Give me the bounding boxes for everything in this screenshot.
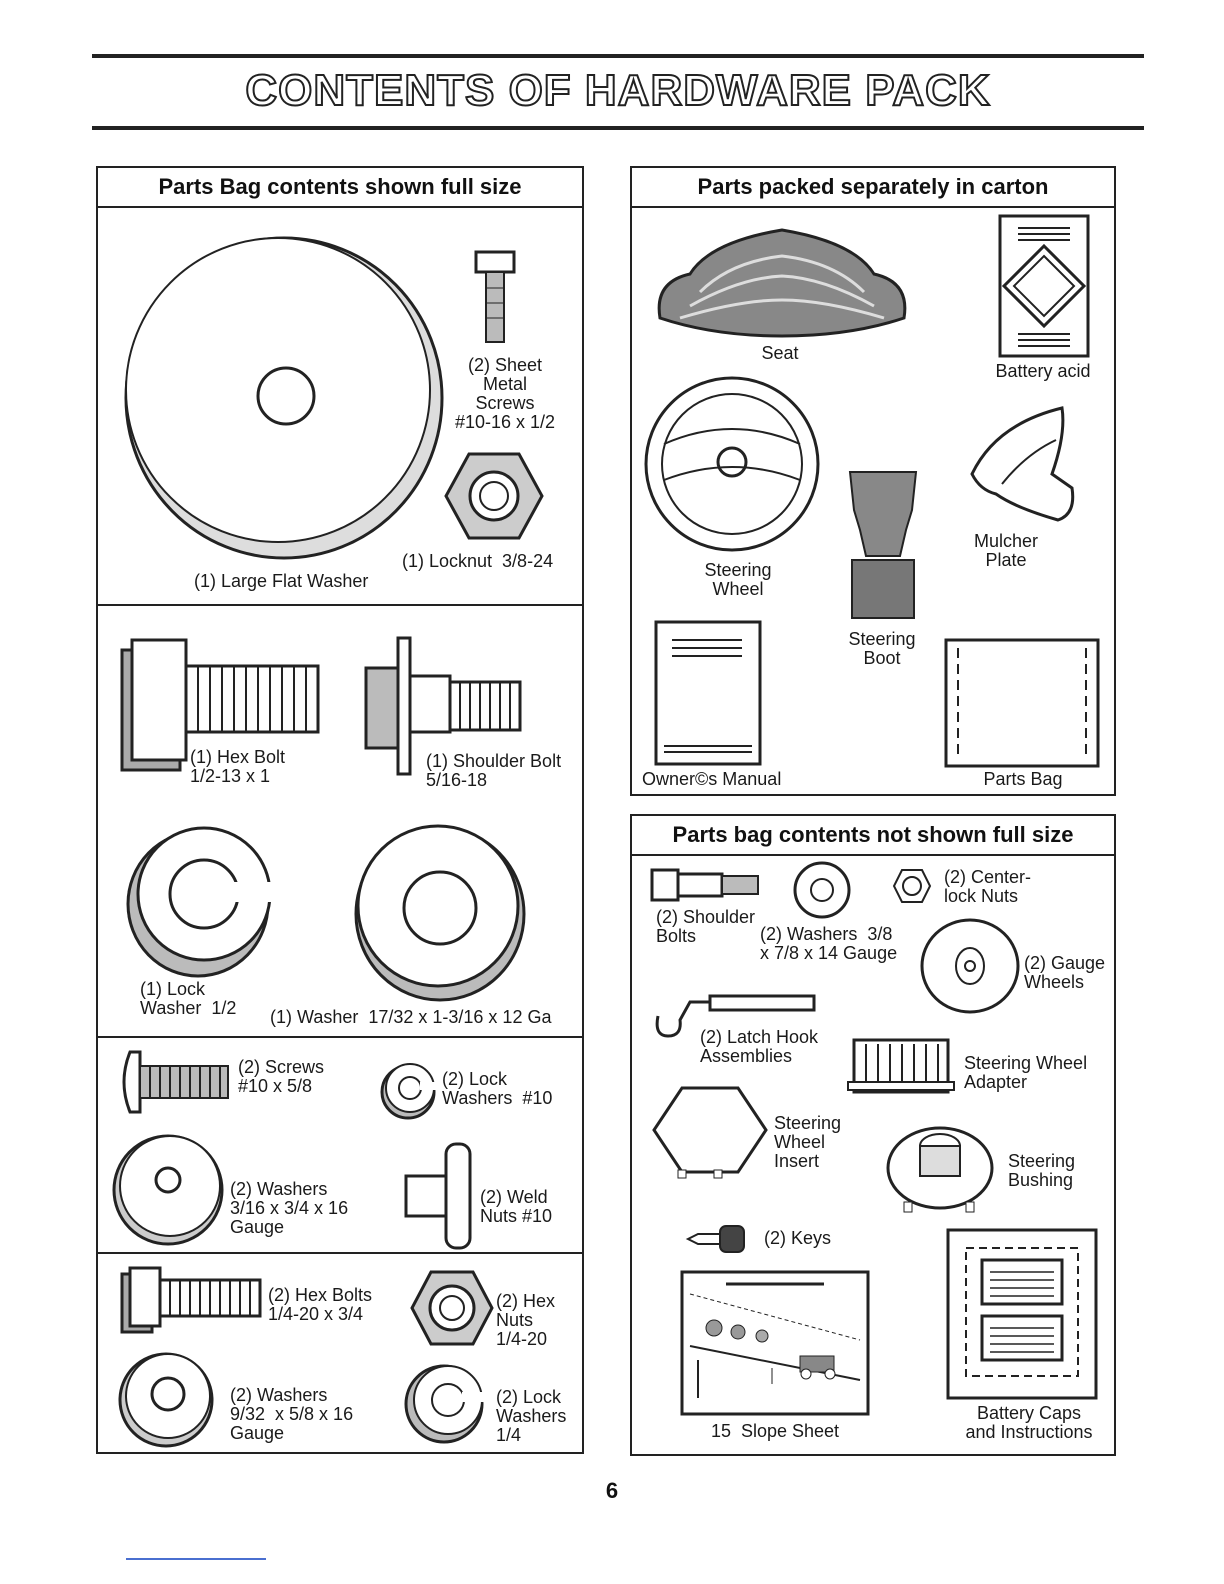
washer-17-32-label: (1) Washer 17/32 x 1-3/16 x 12 Ga: [270, 1007, 552, 1027]
steering-wheel-adapter-illustration: [846, 1034, 956, 1104]
lock-washers-10-label: (2) Lock Washers #10: [442, 1069, 553, 1108]
hex-bolt-quarter-illustration: [118, 1266, 268, 1336]
center-lock-nuts-label: (2) Center- lock Nuts: [944, 867, 1032, 906]
washers-9-32-label: (2) Washers 9/32 x 5/8 x 16 Gauge: [230, 1385, 354, 1443]
section-divider: [98, 1252, 582, 1254]
steering-bushing-label: Steering Bushing: [1008, 1151, 1076, 1190]
washer-9-32-illustration: [118, 1348, 218, 1448]
steering-wheel-insert-label: Steering Wheel Insert: [774, 1113, 842, 1171]
top-rule: [92, 54, 1144, 58]
lock-washer-10-illustration: [378, 1060, 438, 1120]
latch-hook-label: (2) Latch Hook Assemblies: [700, 1027, 819, 1066]
section-divider: [98, 604, 582, 606]
hex-bolts-quarter-label: (2) Hex Bolts 1/4-20 x 3/4: [268, 1285, 373, 1324]
steering-bushing-illustration: [884, 1116, 998, 1214]
parts-bag-label: Parts Bag: [983, 769, 1063, 789]
shoulder-bolt-small-illustration: [650, 868, 762, 902]
battery-acid-illustration: [998, 214, 1090, 358]
screws-10-label: (2) Screws #10 x 5/8: [238, 1057, 325, 1096]
battery-caps-illustration: [946, 1228, 1098, 1400]
shoulder-bolts-label: (2) Shoulder Bolts: [656, 907, 756, 946]
seat-label: Seat: [761, 343, 799, 363]
washers-3-16-label: (2) Washers 3/16 x 3/4 x 16 Gauge: [230, 1179, 349, 1237]
steering-boot-label: Steering Boot: [848, 629, 916, 668]
hex-nuts-label: (2) Hex Nuts 1/4-20: [496, 1291, 556, 1349]
section-divider: [98, 1036, 582, 1038]
footer-link-underline: [126, 1558, 266, 1560]
hex-bolt-label: (1) Hex Bolt 1/2-13 x 1: [190, 747, 286, 786]
steering-wheel-illustration: [642, 374, 822, 554]
title-underline: [92, 126, 1144, 130]
weld-nuts-label: (2) Weld Nuts #10: [480, 1187, 553, 1226]
gauge-wheel-illustration: [918, 916, 1022, 1016]
lock-washer-half-illustration: [124, 820, 274, 980]
weld-nut-illustration: [404, 1140, 474, 1252]
lock-washer-half-label: (1) Lock Washer 1/2: [140, 979, 237, 1018]
shoulder-bolt-label: (1) Shoulder Bolt 5/16-18: [426, 751, 562, 790]
mulcher-plate-illustration: [966, 404, 1080, 522]
right-bottom-box-heading: Parts bag contents not shown full size: [632, 816, 1114, 856]
owners-manual-label: Owner©s Manual: [642, 769, 782, 789]
locknut-label: (1) Locknut 3/8-24: [402, 551, 554, 571]
slope-sheet-label: 15 Slope Sheet: [710, 1421, 840, 1441]
parts-bag-illustration: [944, 638, 1100, 768]
right-top-box-heading: Parts packed separately in carton: [632, 168, 1114, 208]
washer-3-8-illustration: [792, 860, 852, 920]
left-box-heading: Parts Bag contents shown full size: [98, 168, 582, 208]
sheet-metal-screw-illustration: [470, 248, 520, 348]
center-lock-nut-illustration: [892, 868, 932, 904]
washer-17-32-illustration: [352, 822, 528, 1002]
gauge-wheels-label: (2) Gauge Wheels: [1024, 953, 1106, 992]
hex-nut-illustration: [410, 1270, 494, 1346]
locknut-illustration: [444, 452, 544, 542]
steering-wheel-label: Steering Wheel: [704, 560, 772, 599]
lock-washers-quarter-label: (2) Lock Washers 1/4: [496, 1387, 567, 1445]
screw-10-illustration: [116, 1048, 236, 1118]
key-illustration: [686, 1224, 748, 1254]
slope-sheet-illustration: [680, 1270, 870, 1416]
battery-acid-label: Battery acid: [995, 361, 1091, 381]
page-number: 6: [605, 1478, 619, 1503]
washers-3-8-label: (2) Washers 3/8 x 7/8 x 14 Gauge: [760, 924, 898, 963]
large-flat-washer-label: (1) Large Flat Washer: [194, 571, 369, 591]
owners-manual-illustration: [654, 620, 762, 766]
page-title: CONTENTS OF HARDWARE PACK: [245, 66, 991, 115]
sheet-metal-screws-label: (2) Sheet Metal Screws #10-16 x 1/2: [454, 355, 556, 432]
washer-3-16-illustration: [112, 1130, 228, 1246]
seat-illustration: [650, 222, 914, 342]
large-flat-washer-illustration: [116, 240, 456, 570]
battery-caps-label: Battery Caps and Instructions: [965, 1403, 1093, 1442]
steering-wheel-adapter-label: Steering Wheel Adapter: [964, 1053, 1088, 1092]
steering-boot-illustration: [848, 470, 918, 622]
steering-wheel-insert-illustration: [650, 1084, 770, 1180]
lock-washer-quarter-illustration: [404, 1360, 488, 1444]
keys-label: (2) Keys: [764, 1228, 832, 1248]
mulcher-plate-label: Mulcher Plate: [973, 531, 1039, 570]
